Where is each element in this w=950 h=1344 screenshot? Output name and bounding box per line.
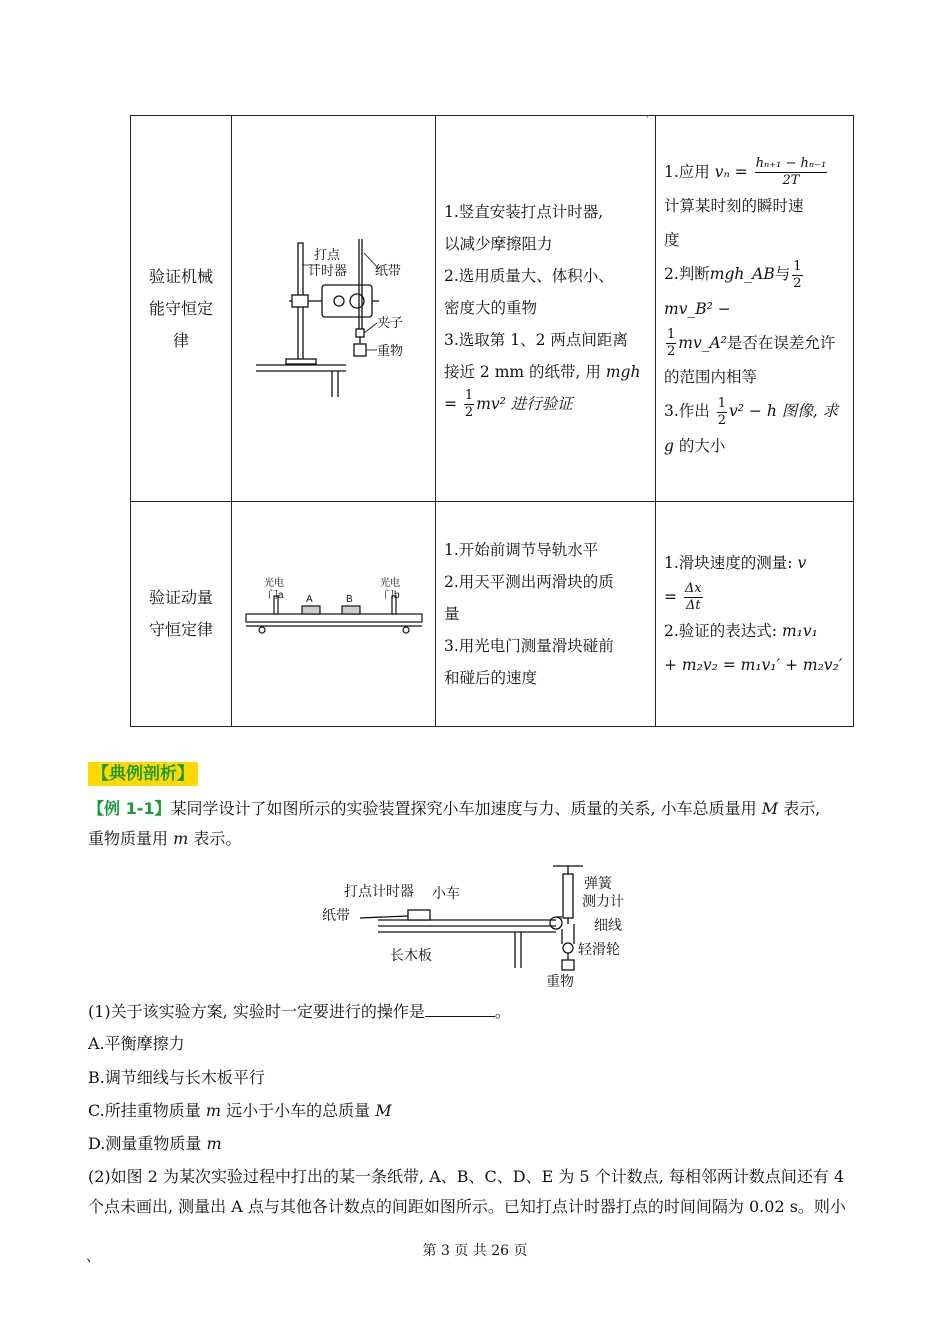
- page-footer: 第 3 页 共 26 页: [422, 1243, 528, 1259]
- label-board: 长木板: [390, 947, 432, 963]
- experiment-name-cell: 验证动量 守恒定律: [131, 502, 232, 727]
- label-gate-b-2: 门b: [383, 590, 400, 601]
- fraction-half: $\frac{1}{2}$: [464, 388, 474, 421]
- velocity-formula: $\frac{\text{hₙ₊₁ − hₙ₋₁}}{2T}$: [755, 156, 827, 188]
- experiment-table: [130, 115, 854, 727]
- table-row: [131, 116, 854, 502]
- apparatus-figure-cell: [232, 502, 436, 727]
- label-gate-b-1: 光电: [379, 578, 400, 589]
- option-b: B.调节细线与长木板平行: [88, 1068, 265, 1087]
- answer-blank: [425, 998, 495, 1017]
- data-processing-cell: 1.滑块速度的测量: v = $\frac{\Delta x}{\Delta t}$ 2.验证的表达式: m₁v₁ + m₂v₂ = m₁v₁′ + m₂v₂′: [656, 502, 854, 727]
- free-fall-apparatus-figure: [234, 219, 434, 399]
- label-string: 细线: [594, 917, 622, 933]
- example-tag: 【例 1-1】: [88, 799, 171, 818]
- example-paragraph: 【例 1-1】某同学设计了如图所示的实验装置探究小车加速度与力、质量的关系, 小车总质量用 M 表示, 重物质量用 m 表示。: [88, 799, 821, 848]
- label-timer-2: 计时器: [307, 262, 347, 278]
- option-d: D.测量重物质量 m: [88, 1134, 222, 1153]
- option-a: A.平衡摩擦力: [88, 1034, 185, 1053]
- apparatus-figure-cell: [232, 116, 436, 502]
- experiment-name-cell: 验证机械 能守恒定 律: [131, 116, 232, 502]
- example-apparatus-figure: [320, 860, 630, 990]
- notes-cell: 1.竖直安装打点计时器, 以减少摩擦阻力 2.选用质量大、体积小、 密度大的重物 3.选取第 1、2 两点间距离 接近 2 mm 的纸带, 用 mgh = $\frac{1}{2}$ mv² 进行验证: [436, 116, 656, 502]
- label-spring-1: 弹簧: [584, 875, 612, 891]
- option-c: C.所挂重物质量 m 远小于小车的总质量 M: [88, 1101, 392, 1120]
- notes-cell: 1.开始前调节导轨水平 2.用天平测出两滑块的质 量 3.用光电门测量滑块碰前 和碰后的速度: [436, 502, 656, 727]
- label-timer-1: 打点: [313, 246, 340, 262]
- label-slider-a: A: [305, 594, 313, 605]
- label-tape: 纸带: [322, 907, 350, 923]
- question-1: (1)关于该实验方案, 实验时一定要进行的操作是 。: [88, 997, 868, 1027]
- data-processing-cell: 1.应用 vₙ = $\frac{\text{hₙ₊₁ − hₙ₋₁}}{2T}$ 计算某时刻的瞬时速 度 2.判断mgh_AB与 $\frac{1}{2}$ mv_B² − $\frac{1}{2}$ mv_A²是否在误差允许 的范围内相等 3.作出 $\frac{1}{2}$ v² − h 图像, 求 g 的大小: [656, 116, 854, 502]
- stray-dot: ·: [646, 113, 649, 122]
- label-weight: 重物: [376, 342, 403, 358]
- table-row: [131, 502, 854, 727]
- label-cart: 小车: [432, 885, 460, 901]
- label-gate-a-1: 光电: [263, 578, 284, 589]
- section-header: 【典例剖析】: [88, 762, 198, 786]
- question-2: (2)如图 2 为某次实验过程中打出的某一条纸带, A、B、C、D、E 为 5 个计数点, 每相邻两计数点间还有 4 个点未画出, 测量出 A 点与其他各计数点的间距如图所示。已知打点计时器打点的时间间隔为 0.02 s。则小: [88, 1167, 846, 1216]
- air-track-apparatus-figure: [234, 574, 434, 654]
- label-pulley: 轻滑轮: [578, 941, 620, 957]
- corner-mark: 、: [86, 1249, 100, 1265]
- label-timer: 打点计时器: [344, 883, 414, 899]
- label-weight: 重物: [546, 973, 574, 989]
- label-clip: 夹子: [376, 314, 403, 330]
- label-gate-a-2: 门a: [267, 590, 284, 601]
- label-slider-b: B: [345, 594, 353, 605]
- label-spring-2: 测力计: [582, 893, 624, 909]
- label-tape: 纸带: [374, 262, 401, 278]
